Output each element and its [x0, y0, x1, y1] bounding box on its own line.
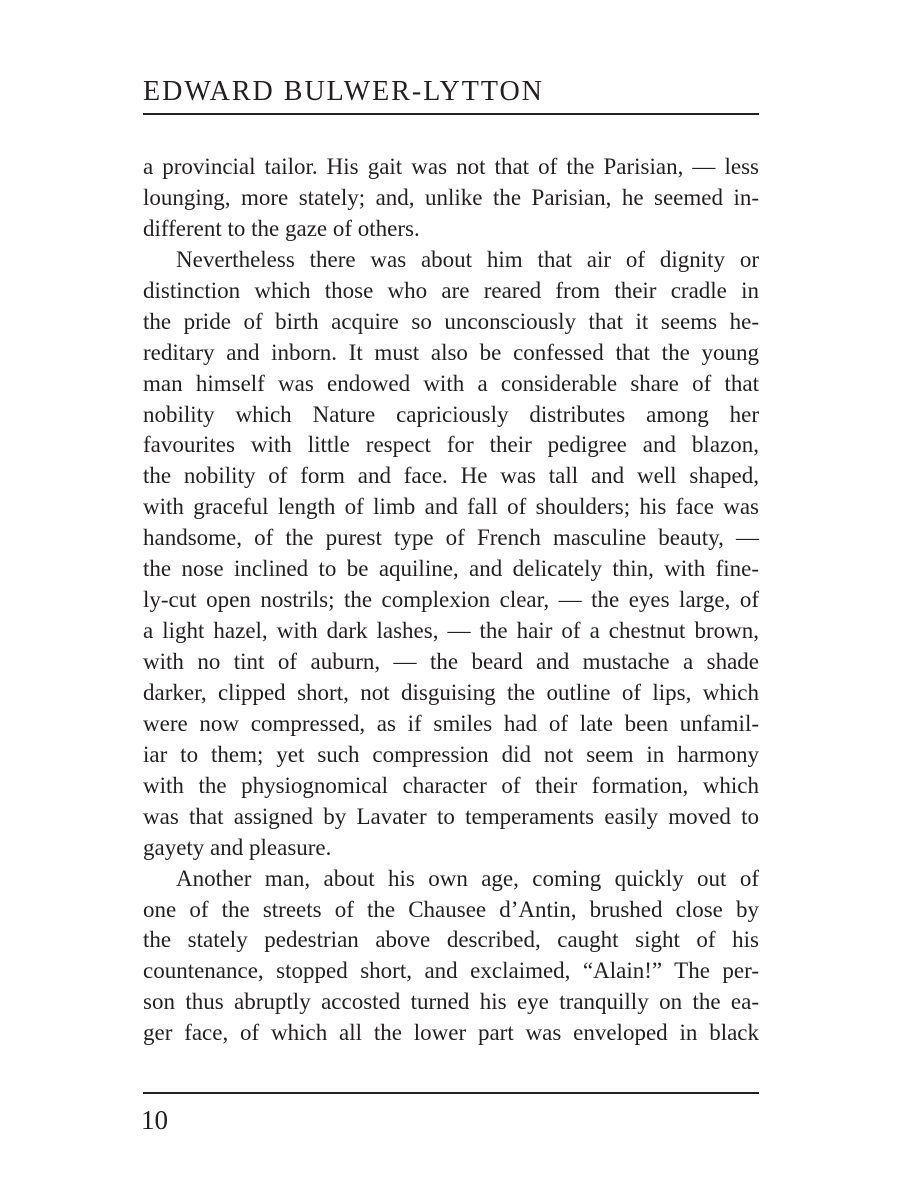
- header-rule: [143, 113, 759, 115]
- text-line: Another man, about his own age, coming quickly out of: [176, 865, 759, 891]
- text-line: one of the streets of the Chausee d’Antin, brushed close by: [143, 896, 759, 922]
- text-line: Nevertheless there was about him that air of dignity or: [176, 246, 759, 272]
- footer-rule: [143, 1092, 759, 1094]
- page-number: 10: [141, 1105, 168, 1135]
- text-line: countenance, stopped short, and exclaimed, “Alain!” The per-: [143, 958, 759, 984]
- text-line: were now compressed, as if smiles had of late been unfamil-: [143, 710, 759, 736]
- text-line: nobility which Nature capriciously distributes among her: [143, 401, 759, 427]
- text-line: the nobility of form and face. He was tall and well shaped,: [143, 463, 759, 489]
- text-line: the pride of birth acquire so unconsciously that it seems he-: [143, 308, 759, 334]
- text-line: a provincial tailor. His gait was not that of the Parisian, — less: [143, 154, 759, 179]
- body-text: [143, 152, 759, 1049]
- text-line: handsome, of the purest type of French masculine beauty, —: [143, 525, 759, 551]
- text-line: ger face, of which all the lower part was enveloped in black: [143, 1020, 759, 1046]
- running-head: EDWARD BULWER-LYTTON: [143, 76, 544, 107]
- text-line: man himself was endowed with a considerable share of that: [143, 370, 759, 396]
- text-line: with graceful length of limb and fall of shoulders; his face was: [143, 494, 759, 520]
- text-line: gayety and pleasure.: [143, 834, 332, 860]
- text-line: with the physiognomical character of their formation, which: [143, 772, 759, 798]
- text-line: favourites with little respect for their pedigree and blazon,: [143, 432, 759, 458]
- text-line: ly-cut open nostrils; the complexion clear, — the eyes large, of: [143, 587, 759, 613]
- text-line: iar to them; yet such compression did not seem in harmony: [143, 741, 759, 767]
- text-line: the nose inclined to be aquiline, and delicately thin, with fine-: [143, 556, 759, 582]
- text-line: son thus abruptly accosted turned his eye tranquilly on the ea-: [143, 989, 759, 1015]
- text-line: reditary and inborn. It must also be confessed that the young: [143, 339, 759, 365]
- text-line: distinction which those who are reared from their cradle in: [143, 277, 759, 303]
- text-line: lounging, more stately; and, unlike the Parisian, he seemed in-: [143, 184, 759, 210]
- text-line: the stately pedestrian above described, caught sight of his: [143, 927, 759, 953]
- text-line: with no tint of auburn, — the beard and mustache a shade: [143, 649, 759, 674]
- text-line: darker, clipped short, not disguising the outline of lips, which: [143, 679, 759, 705]
- text-line: different to the gaze of others.: [143, 215, 420, 241]
- text-line: a light hazel, with dark lashes, — the hair of a chestnut brown,: [143, 618, 759, 644]
- text-line: was that assigned by Lavater to temperaments easily moved to: [143, 803, 759, 829]
